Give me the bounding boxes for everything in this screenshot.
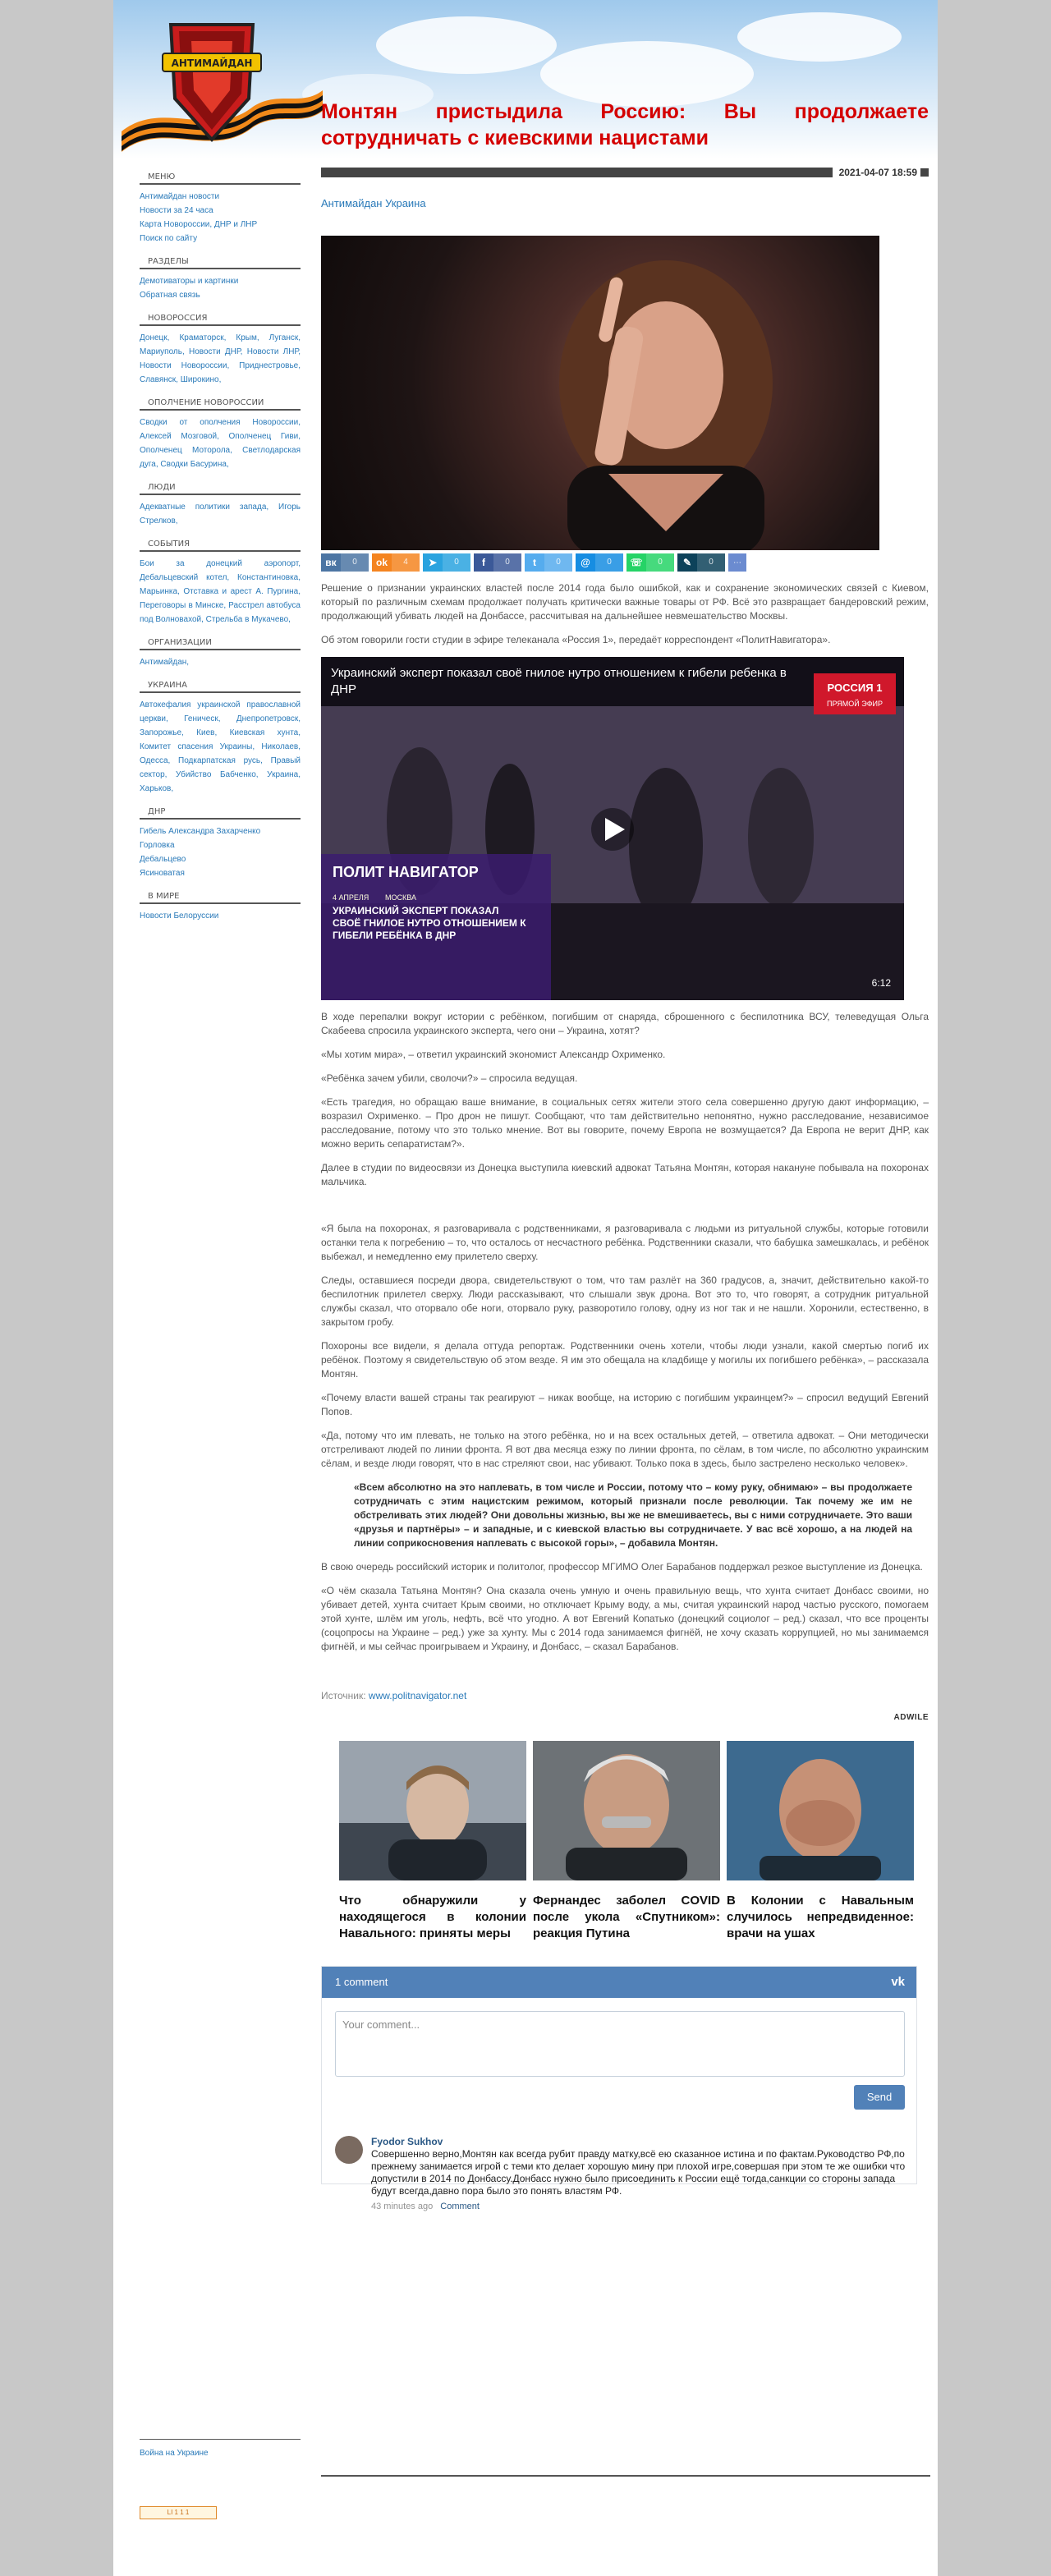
video-brand: ПОЛИТ НАВИГАТОР <box>333 864 479 880</box>
comment-text: Совершенно верно,Монтян как всегда рубит правду матку,всё ею сказанное истина и по фактам.Руководство РФ,по прежнему занимается игрой с теми кто делает хорошую мину при плохой игре,совершая при этом те же ошибки что допустили в 2014 по Донбассу.Донбасс нужно было присоединить к России ещё тогда,санкции со стороны запада будут всегда,давно пора было это понять властям РФ. <box>371 2148 906 2197</box>
site-logo[interactable] <box>113 8 327 156</box>
war-in-ukraine-link[interactable]: Война на Украине <box>140 2449 209 2458</box>
source-link[interactable]: www.politnavigator.net <box>368 1690 467 1701</box>
sidebar-link[interactable]: Автокефалия украинской православной церкви, <box>140 700 301 723</box>
sidebar-link[interactable]: Отставка и арест А. Пургина, <box>183 587 301 596</box>
sidebar <box>140 172 301 934</box>
more-share-icon[interactable]: ⋯ <box>728 553 746 572</box>
sidebar-link[interactable]: Геническ, <box>184 714 221 723</box>
sidebar-link[interactable]: Донецк, <box>140 333 170 342</box>
article-title: Монтян пристыдила Россию: Вы продолжаете сотрудничать с киевскими нацистами <box>321 100 929 149</box>
video-date: 4 АПРЕЛЯ <box>333 893 369 902</box>
video-live: ПРЯМОЙ ЭФИР <box>826 700 883 708</box>
ad-block <box>321 1713 929 1959</box>
sidebar-section-title: СОБЫТИЯ <box>140 540 301 552</box>
sidebar-section-title: ОРГАНИЗАЦИИ <box>140 638 301 650</box>
share-count: 0 <box>595 553 623 572</box>
sidebar-link[interactable]: Убийство Бабченко, <box>176 770 259 779</box>
vk-logo-icon[interactable]: vk <box>891 1975 905 1989</box>
sidebar-section <box>140 257 301 302</box>
article-paragraph: «Мы хотим мира», – ответил украинский экономист Александр Охрименко. <box>321 1049 666 1060</box>
share-count: 0 <box>493 553 521 572</box>
article-paragraph: «Я была на похоронах, я разговаривала с родственниками, я разговаривала с людьми из ритуальной службы, которые готовили останки тела к погребению – то, что осталось от несчастного ребёнка. Родственники сказали, что бабушка замешкалась, и ребёнок выбежал, и немедленно ему прилетело сверху. <box>321 1223 929 1262</box>
sidebar-link[interactable]: Переговоры в Минске, <box>140 601 227 610</box>
sidebar-link[interactable]: Дебальцево <box>140 855 186 864</box>
article-paragraph: Об этом говорили гости студии в эфире телеканала «Россия 1», передаёт корреспондент «ПолитНавигатора». <box>321 634 831 645</box>
article-date: 2021-04-07 18:59 <box>833 166 929 179</box>
sidebar-link[interactable]: Крым, <box>236 333 259 342</box>
sidebar-link[interactable]: Новости ДНР, <box>188 347 243 356</box>
sidebar-link[interactable]: Харьков, <box>140 784 174 793</box>
logo-text: АНТИМАЙДАН <box>171 57 253 69</box>
article-quote: «Всем абсолютно на это наплевать, в том числе и России, потому что – кому руку, обнимаю» – вы продолжаете сотрудничать с этим нацистским режимом, который признали после революции. Так почему же им не обстреливать этих людей? Они довольны жизнью, вы же не вмешиваетесь, вы с ними сотрудничаете. Это ваши «друзья и партнёры» – и западные, и с киевской властью вы сотрудничаете. У вас всё хорошо, а на людей на линии соприкосновения наплевать с высокой горы», – добавила Монтян. <box>354 1481 912 1549</box>
sidebar-link[interactable]: Марьинка, <box>140 587 180 596</box>
share-count: 0 <box>443 553 470 572</box>
vk-comments-widget <box>321 1966 917 2211</box>
comment-item <box>335 2136 910 2213</box>
moimir-share-icon: @ <box>581 557 590 568</box>
ad-caption[interactable]: Что обнаружили у находящегося в колонии Навального: приняты меры <box>339 1894 526 1940</box>
source <box>321 1690 929 1701</box>
vk-share-icon: вк <box>325 557 337 568</box>
livejournal-share-button[interactable] <box>677 553 725 572</box>
sidebar-link[interactable]: Подкарпатская русь, <box>178 756 263 765</box>
twitter-share-button[interactable] <box>525 553 572 572</box>
share-bar <box>321 553 929 572</box>
comment-reply-link[interactable]: Comment <box>440 2202 480 2211</box>
video-duration: 6:12 <box>871 977 891 989</box>
sidebar-link[interactable]: Правый сектор, <box>140 756 301 779</box>
sidebar-link[interactable]: Обратная связь <box>140 291 200 300</box>
livejournal-share-icon: ✎ <box>682 557 692 568</box>
sidebar-link[interactable]: Широкино, <box>180 375 222 384</box>
sidebar-link[interactable]: Новости за 24 часа <box>140 206 213 215</box>
sidebar-section-title: ЛЮДИ <box>140 483 301 495</box>
sidebar-section-title: ОПОЛЧЕНИЕ НОВОРОССИИ <box>140 398 301 411</box>
sidebar-link[interactable]: Дебальцевский котел, <box>140 573 230 582</box>
source-label: Источник: <box>321 1690 366 1701</box>
article-paragraph: «Почему власти вашей страны так реагируют – никак вообще, на историю с погибшим украинцем?» – спросил ведущий Евгений Попов. <box>321 1392 929 1417</box>
article-paragraph: Далее в студии по видеосвязи из Донецка выступила киевский адвокат Татьяна Монтян, которая накануне побывала на похоронах мальчика. <box>321 1162 929 1187</box>
sidebar-link[interactable]: Новости ЛНР, <box>246 347 301 356</box>
article-paragraph: Похороны все видели, я делала оттуда репортаж. Родственники очень хотели, чтобы люди узнали, какой смертью погиб их ребёнок. Поэтому я свидетельствую об этом везде. Я им это обещала на кладбище у могилы их погибшего ребёнка», – рассказала Монтян. <box>321 1340 929 1380</box>
article <box>321 99 929 2211</box>
sidebar-link[interactable]: Ясиноватая <box>140 869 185 878</box>
article-paragraph: В свою очередь российский историк и политолог, профессор МГИМО Олег Барабанов поддержал резкое выступление из Донецка. <box>321 1561 923 1573</box>
sidebar-link[interactable]: Адекватные политики запада, <box>140 503 269 512</box>
ad-image-man-crying <box>727 1741 914 1880</box>
ad-image-navalny <box>339 1741 526 1880</box>
sidebar-link[interactable]: Демотиваторы и картинки <box>140 277 239 286</box>
sidebar-section <box>140 398 301 471</box>
sidebar-link[interactable]: Горловка <box>140 841 175 850</box>
telegram-share-button[interactable] <box>423 553 470 572</box>
page <box>113 0 938 2576</box>
sidebar-link[interactable]: Одесса, <box>140 756 171 765</box>
sidebar-section-title: В МИРЕ <box>140 892 301 904</box>
comment-input[interactable]: Your comment... <box>335 2011 905 2077</box>
sidebar-section-title: УКРАИНА <box>140 681 301 693</box>
sidebar-link[interactable]: Днепропетровск, <box>236 714 301 723</box>
sidebar-link[interactable]: Запорожье, <box>140 728 184 737</box>
sidebar-section-title: ДНР <box>140 807 301 820</box>
ok-share-icon: ok <box>375 557 388 568</box>
article-paragraph: Решение о признании украинских властей после 2014 года было ошибкой, как и сохранение экономических связей с Киевом, который по различным схемам продолжает получать критически важные товары от РФ. Всё это развращает бандеровский режим, продолжающий убивать людей на Донбассе, рассчитывая на дальнейшее невмешательство Москвы. <box>321 582 929 622</box>
sidebar-link[interactable]: Украина, <box>267 770 301 779</box>
video-channel: РОССИЯ 1 <box>827 682 883 694</box>
telegram-share-icon: ➤ <box>428 557 438 568</box>
sidebar-link[interactable]: Константиновка, <box>237 573 301 582</box>
sidebar-link[interactable]: Новости Белоруссии <box>140 911 219 921</box>
article-paragraph: В ходе перепалки вокруг истории с ребёнком, погибшим от снаряда, сброшенного с беспилотника ВСУ, телеведущая Ольга Скабеева спросила украинского эксперта, чего они – Украина, хотят? <box>321 1011 929 1036</box>
footer-divider <box>321 2475 930 2477</box>
sidebar-link[interactable]: Славянск, <box>140 375 178 384</box>
send-button[interactable]: Send <box>854 2085 905 2110</box>
video-caption: УКРАИНСКИЙ ЭКСПЕРТ ПОКАЗАЛ СВОЁ ГНИЛОЕ НУТРО ОТНОШЕНИЕМ К ГИБЕЛИ РЕБЁНКА В ДНР <box>333 905 526 941</box>
sidebar-link[interactable]: Светлодарская дуга, <box>140 446 301 469</box>
share-count: 0 <box>544 553 572 572</box>
sidebar-link[interactable]: Алексей Мозговой, <box>140 432 219 441</box>
article-paragraph: «Ребёнка зачем убили, сволочи?» – спросила ведущая. <box>321 1072 578 1084</box>
liveinternet-counter[interactable]: LI 1 1 1 <box>140 2506 217 2519</box>
article-category[interactable]: Антимайдан Украина <box>321 197 426 209</box>
video-title[interactable]: Украинский эксперт показал своё гнилое нутро отношением к гибели ребенка в ДНР <box>331 666 787 696</box>
video-player[interactable] <box>321 657 904 1000</box>
share-count: 0 <box>646 553 674 572</box>
ad-image-fernandez <box>533 1741 720 1880</box>
sidebar-link[interactable]: Новости Новороссии, <box>140 361 230 370</box>
sidebar-section <box>140 807 301 880</box>
sidebar-link[interactable]: Комитет спасения Украины, <box>140 742 255 751</box>
whatsapp-share-button[interactable] <box>626 553 674 572</box>
sidebar-link[interactable]: Мариуполь, <box>140 347 185 356</box>
date-bar <box>321 168 929 177</box>
sidebar-section <box>140 681 301 796</box>
sidebar-section <box>140 892 301 923</box>
video-city: МОСКВА <box>385 893 416 902</box>
comment-author[interactable]: Fyodor Sukhov <box>371 2136 443 2147</box>
sidebar-link[interactable]: Приднестровье, <box>239 361 301 370</box>
ad-item[interactable] <box>533 1741 720 1942</box>
sidebar-link[interactable]: Стрельба в Мукачево, <box>205 615 291 624</box>
sidebar-section <box>140 540 301 627</box>
sidebar-section-title: РАЗДЕЛЫ <box>140 257 301 269</box>
article-paragraph: «О чём сказала Татьяна Монтян? Она сказала очень умную и очень правильную вещь, что хунта считает Донбасс своими, но убивает детей, хунта считает Крым своими, но отключает Крыму воду, а мы, считая украинский народ частью русского, помогаем этой хунте, шлём им уголь, нефть, всё что угодно. А вот Евгений Копатько (донецкий социолог – ред.) сказал, что все проценты (соцопросы на Украине – ред.) уже за хунту. Мы с 2014 года занимаемся фигнёй, не хочу сказать коррупцией, но мы занимаемся фигнёй, и мы сейчас проигрываем и Украину, и Донбасс, – сказал Барабанов. <box>321 1585 929 1652</box>
sidebar-section <box>140 638 301 669</box>
sidebar-link[interactable]: Ополченец Моторола, <box>140 446 232 455</box>
share-count: 0 <box>341 553 369 572</box>
bottom-sidebar <box>140 2439 301 2460</box>
sidebar-link[interactable]: Антимайдан новости <box>140 192 220 201</box>
sidebar-link[interactable]: Киев, <box>196 728 218 737</box>
adwile-logo[interactable]: ADWILE <box>893 1713 929 1722</box>
date-square-icon <box>920 168 929 177</box>
sidebar-link[interactable]: Расстрел автобуса под Волновахой, <box>140 601 301 624</box>
sidebar-section <box>140 483 301 528</box>
share-count: 4 <box>392 553 420 572</box>
moimir-share-button[interactable] <box>576 553 623 572</box>
sidebar-link[interactable]: Сводки Басурина, <box>160 460 229 469</box>
sidebar-section-title: НОВОРОССИЯ <box>140 314 301 326</box>
whatsapp-share-icon: ☏ <box>630 557 643 568</box>
sidebar-link[interactable]: Ополченец Гиви, <box>228 432 301 441</box>
sidebar-link[interactable]: Карта Новороссии, ДНР и ЛНР <box>140 220 258 229</box>
sidebar-link[interactable]: Сводки от ополчения Новороссии, <box>140 418 301 427</box>
ad-item[interactable] <box>727 1741 914 1942</box>
sidebar-link[interactable]: Николаев, <box>261 742 301 751</box>
vk-share-button[interactable] <box>321 553 369 572</box>
sidebar-link[interactable]: Игорь Стрелков, <box>140 503 301 526</box>
avatar[interactable] <box>335 2136 363 2164</box>
sidebar-section <box>140 314 301 387</box>
share-count: 0 <box>697 553 725 572</box>
comment-time: 43 minutes ago <box>371 2202 434 2211</box>
sidebar-link[interactable]: Гибель Александра Захарченко <box>140 827 261 836</box>
twitter-share-icon: t <box>533 557 536 568</box>
article-image <box>321 236 879 550</box>
sidebar-link[interactable]: Краматорск, <box>179 333 227 342</box>
sidebar-link[interactable]: Луганск, <box>268 333 301 342</box>
ok-share-button[interactable] <box>372 553 420 572</box>
ad-caption[interactable]: В Колонии с Навальным случилось непредвиденное: врачи на ушах <box>727 1894 914 1940</box>
facebook-share-icon: f <box>482 557 485 568</box>
sidebar-section <box>140 172 301 246</box>
video-frame <box>321 657 904 1000</box>
ad-caption[interactable]: Фернандес заболел COVID после укола «Спутником»: реакция Путина <box>533 1894 720 1940</box>
article-paragraph: «Есть трагедия, но обращаю ваше внимание, в социальных сетях жители этого села совершенно другую дают информацию, – возразил Охрименко. – Про дрон не пишут. Сообщают, что там действительно непонятно, нужно расследование, независимое расследование, потому что это только мнение. Вот вы говорите, почему Европа не возмущается? Да Европа не верит ДНР, как можно верить сепаратистам?». <box>321 1096 929 1150</box>
article-paragraph: Следы, оставшиеся посреди двора, свидетельствуют о том, что там разлёт на 360 градусов, а, значит, действительно какой-то беспилотник прилетел сверху. Люди рассказывают, что слышали звук дрона. Вот это то, что говорят, а сотрудник ритуальной службы сказал, что оторвало обе ноги, оторвало руку, разворотило голову, одну из ног так и не нашли. Хоронили, естественно, в закрытом гробу. <box>321 1274 929 1328</box>
sidebar-link[interactable]: Поиск по сайту <box>140 234 198 243</box>
facebook-share-button[interactable] <box>474 553 521 572</box>
speaker-woman-photo <box>321 236 879 550</box>
sidebar-link[interactable]: Киевская хунта, <box>229 728 301 737</box>
sidebar-section-title: МЕНЮ <box>140 172 301 185</box>
article-paragraph: «Да, потому что им плевать, не только на этого ребёнка, но и на всех остальных детей, – ответила адвокат. – Они методически отстреливают людей по линии фронта. Я вот два месяца езжу по линии фронта, по сёлам, в том числе, по абсолютно украинским сёлам, и везде люди говорят, что в нас стреляют свои, нас убивают. Только пока в здесь, было застрелено несколько человек». <box>321 1430 929 1469</box>
ad-item[interactable] <box>339 1741 526 1942</box>
sidebar-link[interactable]: Антимайдан, <box>140 658 190 667</box>
sidebar-link[interactable]: Бои за донецкий аэропорт, <box>140 559 301 568</box>
comments-count: 1 comment <box>322 1967 916 1998</box>
